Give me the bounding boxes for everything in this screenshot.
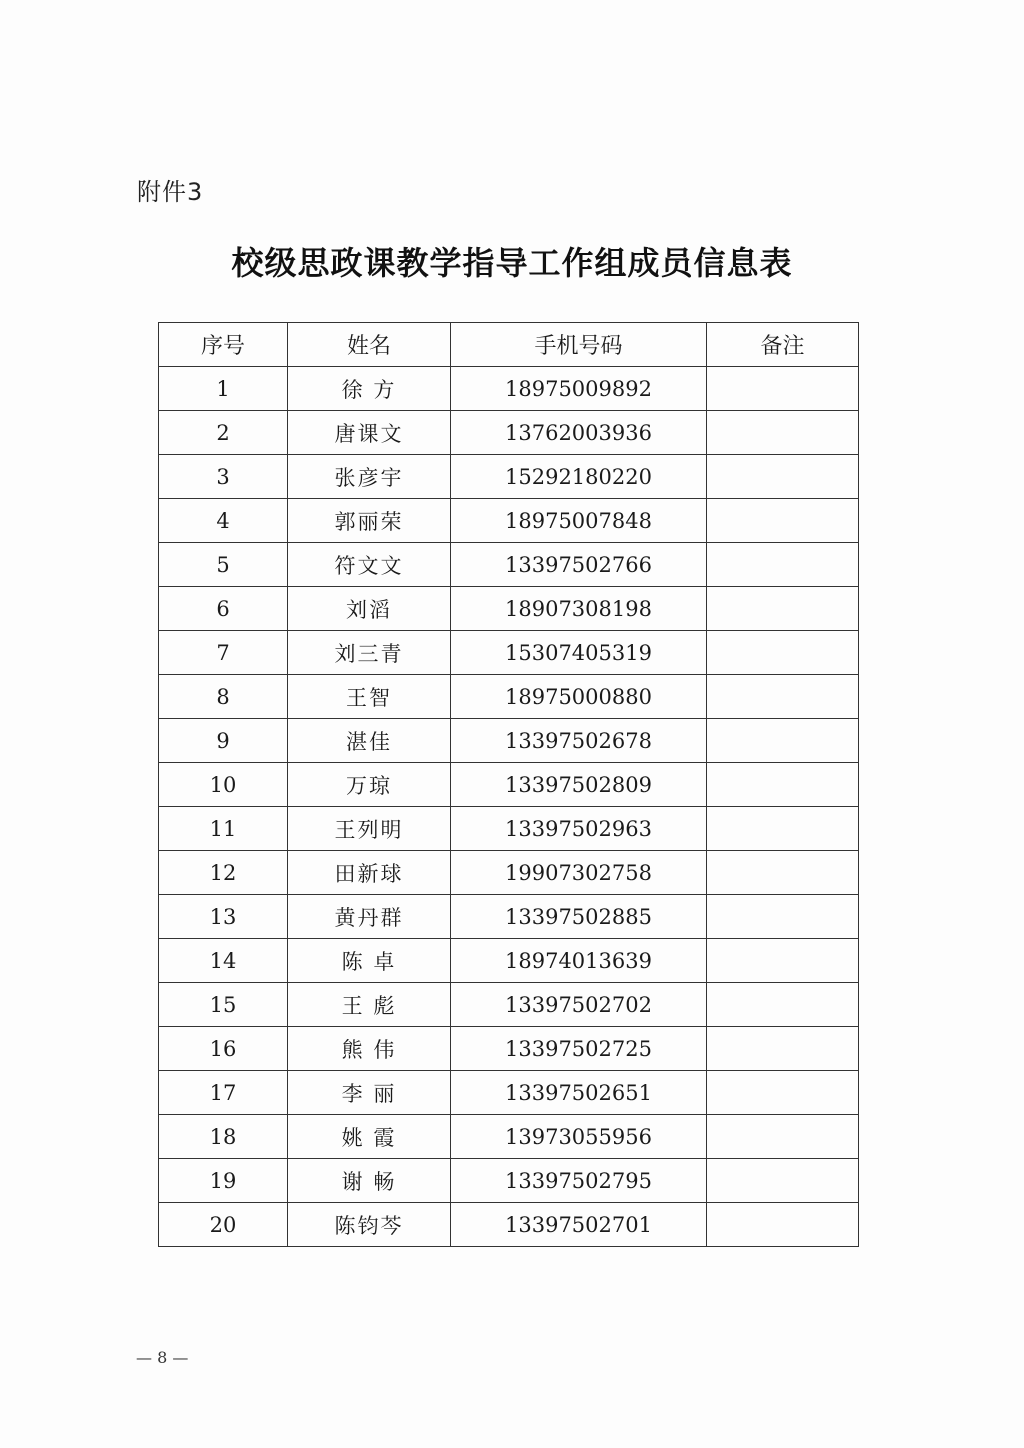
name-cell: 唐课文 <box>288 411 451 455</box>
serial-number-cell: 3 <box>159 455 288 499</box>
phone-cell: 13397502701 <box>451 1203 707 1247</box>
table-row <box>159 983 859 1027</box>
notes-cell <box>707 895 859 939</box>
header-notes: 备注 <box>707 323 859 367</box>
name-cell: 郭丽荣 <box>288 499 451 543</box>
notes-cell <box>707 367 859 411</box>
notes-cell <box>707 1203 859 1247</box>
table-row <box>159 367 859 411</box>
name-cell: 王智 <box>288 675 451 719</box>
phone-cell: 13973055956 <box>451 1115 707 1159</box>
name-cell: 刘滔 <box>288 587 451 631</box>
phone-cell: 13762003936 <box>451 411 707 455</box>
name-cell: 湛佳 <box>288 719 451 763</box>
table-row <box>159 543 859 587</box>
serial-number-cell: 16 <box>159 1027 288 1071</box>
phone-cell: 13397502766 <box>451 543 707 587</box>
table-row <box>159 587 859 631</box>
name-cell: 万琼 <box>288 763 451 807</box>
table-row <box>159 895 859 939</box>
serial-number-cell: 11 <box>159 807 288 851</box>
table-row <box>159 851 859 895</box>
serial-number-cell: 15 <box>159 983 288 1027</box>
serial-number-cell: 18 <box>159 1115 288 1159</box>
name-cell: 陈 卓 <box>288 939 451 983</box>
notes-cell <box>707 631 859 675</box>
header-serial-number: 序号 <box>159 323 288 367</box>
name-cell: 李 丽 <box>288 1071 451 1115</box>
notes-cell <box>707 851 859 895</box>
table-row <box>159 807 859 851</box>
member-info-table <box>158 322 859 1247</box>
name-cell: 刘三青 <box>288 631 451 675</box>
notes-cell <box>707 983 859 1027</box>
name-cell: 王列明 <box>288 807 451 851</box>
serial-number-cell: 1 <box>159 367 288 411</box>
notes-cell <box>707 763 859 807</box>
page-number: — 8 — <box>136 1348 189 1367</box>
table-row <box>159 1159 859 1203</box>
table-row <box>159 1203 859 1247</box>
phone-cell: 13397502678 <box>451 719 707 763</box>
notes-cell <box>707 1159 859 1203</box>
serial-number-cell: 20 <box>159 1203 288 1247</box>
phone-cell: 13397502702 <box>451 983 707 1027</box>
notes-cell <box>707 675 859 719</box>
notes-cell <box>707 1115 859 1159</box>
serial-number-cell: 2 <box>159 411 288 455</box>
phone-cell: 15307405319 <box>451 631 707 675</box>
name-cell: 徐 方 <box>288 367 451 411</box>
serial-number-cell: 12 <box>159 851 288 895</box>
phone-cell: 13397502651 <box>451 1071 707 1115</box>
serial-number-cell: 5 <box>159 543 288 587</box>
serial-number-cell: 6 <box>159 587 288 631</box>
phone-cell: 15292180220 <box>451 455 707 499</box>
name-cell: 王 彪 <box>288 983 451 1027</box>
notes-cell <box>707 455 859 499</box>
notes-cell <box>707 587 859 631</box>
phone-cell: 18975000880 <box>451 675 707 719</box>
table-row <box>159 675 859 719</box>
notes-cell <box>707 499 859 543</box>
notes-cell <box>707 807 859 851</box>
serial-number-cell: 14 <box>159 939 288 983</box>
attachment-label: 附件3 <box>137 178 204 206</box>
name-cell: 符文文 <box>288 543 451 587</box>
table-header-row <box>159 323 859 367</box>
serial-number-cell: 9 <box>159 719 288 763</box>
serial-number-cell: 10 <box>159 763 288 807</box>
serial-number-cell: 19 <box>159 1159 288 1203</box>
phone-cell: 18975009892 <box>451 367 707 411</box>
notes-cell <box>707 1027 859 1071</box>
name-cell: 张彦宇 <box>288 455 451 499</box>
serial-number-cell: 17 <box>159 1071 288 1115</box>
header-phone: 手机号码 <box>451 323 707 367</box>
document-title: 校级思政课教学指导工作组成员信息表 <box>231 244 793 282</box>
phone-cell: 13397502885 <box>451 895 707 939</box>
table-row <box>159 939 859 983</box>
table-row <box>159 455 859 499</box>
notes-cell <box>707 939 859 983</box>
table-row <box>159 631 859 675</box>
table-row <box>159 411 859 455</box>
table-row <box>159 763 859 807</box>
name-cell: 姚 霞 <box>288 1115 451 1159</box>
phone-cell: 13397502963 <box>451 807 707 851</box>
phone-cell: 13397502725 <box>451 1027 707 1071</box>
phone-cell: 18975007848 <box>451 499 707 543</box>
notes-cell <box>707 719 859 763</box>
phone-cell: 13397502809 <box>451 763 707 807</box>
table-row <box>159 1115 859 1159</box>
table-row <box>159 719 859 763</box>
name-cell: 熊 伟 <box>288 1027 451 1071</box>
phone-cell: 18974013639 <box>451 939 707 983</box>
table-body <box>159 367 859 1247</box>
name-cell: 谢 畅 <box>288 1159 451 1203</box>
name-cell: 陈钧芩 <box>288 1203 451 1247</box>
header-name: 姓名 <box>288 323 451 367</box>
phone-cell: 19907302758 <box>451 851 707 895</box>
table-row <box>159 1071 859 1115</box>
name-cell: 田新球 <box>288 851 451 895</box>
phone-cell: 13397502795 <box>451 1159 707 1203</box>
serial-number-cell: 8 <box>159 675 288 719</box>
name-cell: 黄丹群 <box>288 895 451 939</box>
table-row <box>159 1027 859 1071</box>
notes-cell <box>707 1071 859 1115</box>
serial-number-cell: 13 <box>159 895 288 939</box>
notes-cell <box>707 543 859 587</box>
serial-number-cell: 4 <box>159 499 288 543</box>
serial-number-cell: 7 <box>159 631 288 675</box>
phone-cell: 18907308198 <box>451 587 707 631</box>
table-row <box>159 499 859 543</box>
notes-cell <box>707 411 859 455</box>
